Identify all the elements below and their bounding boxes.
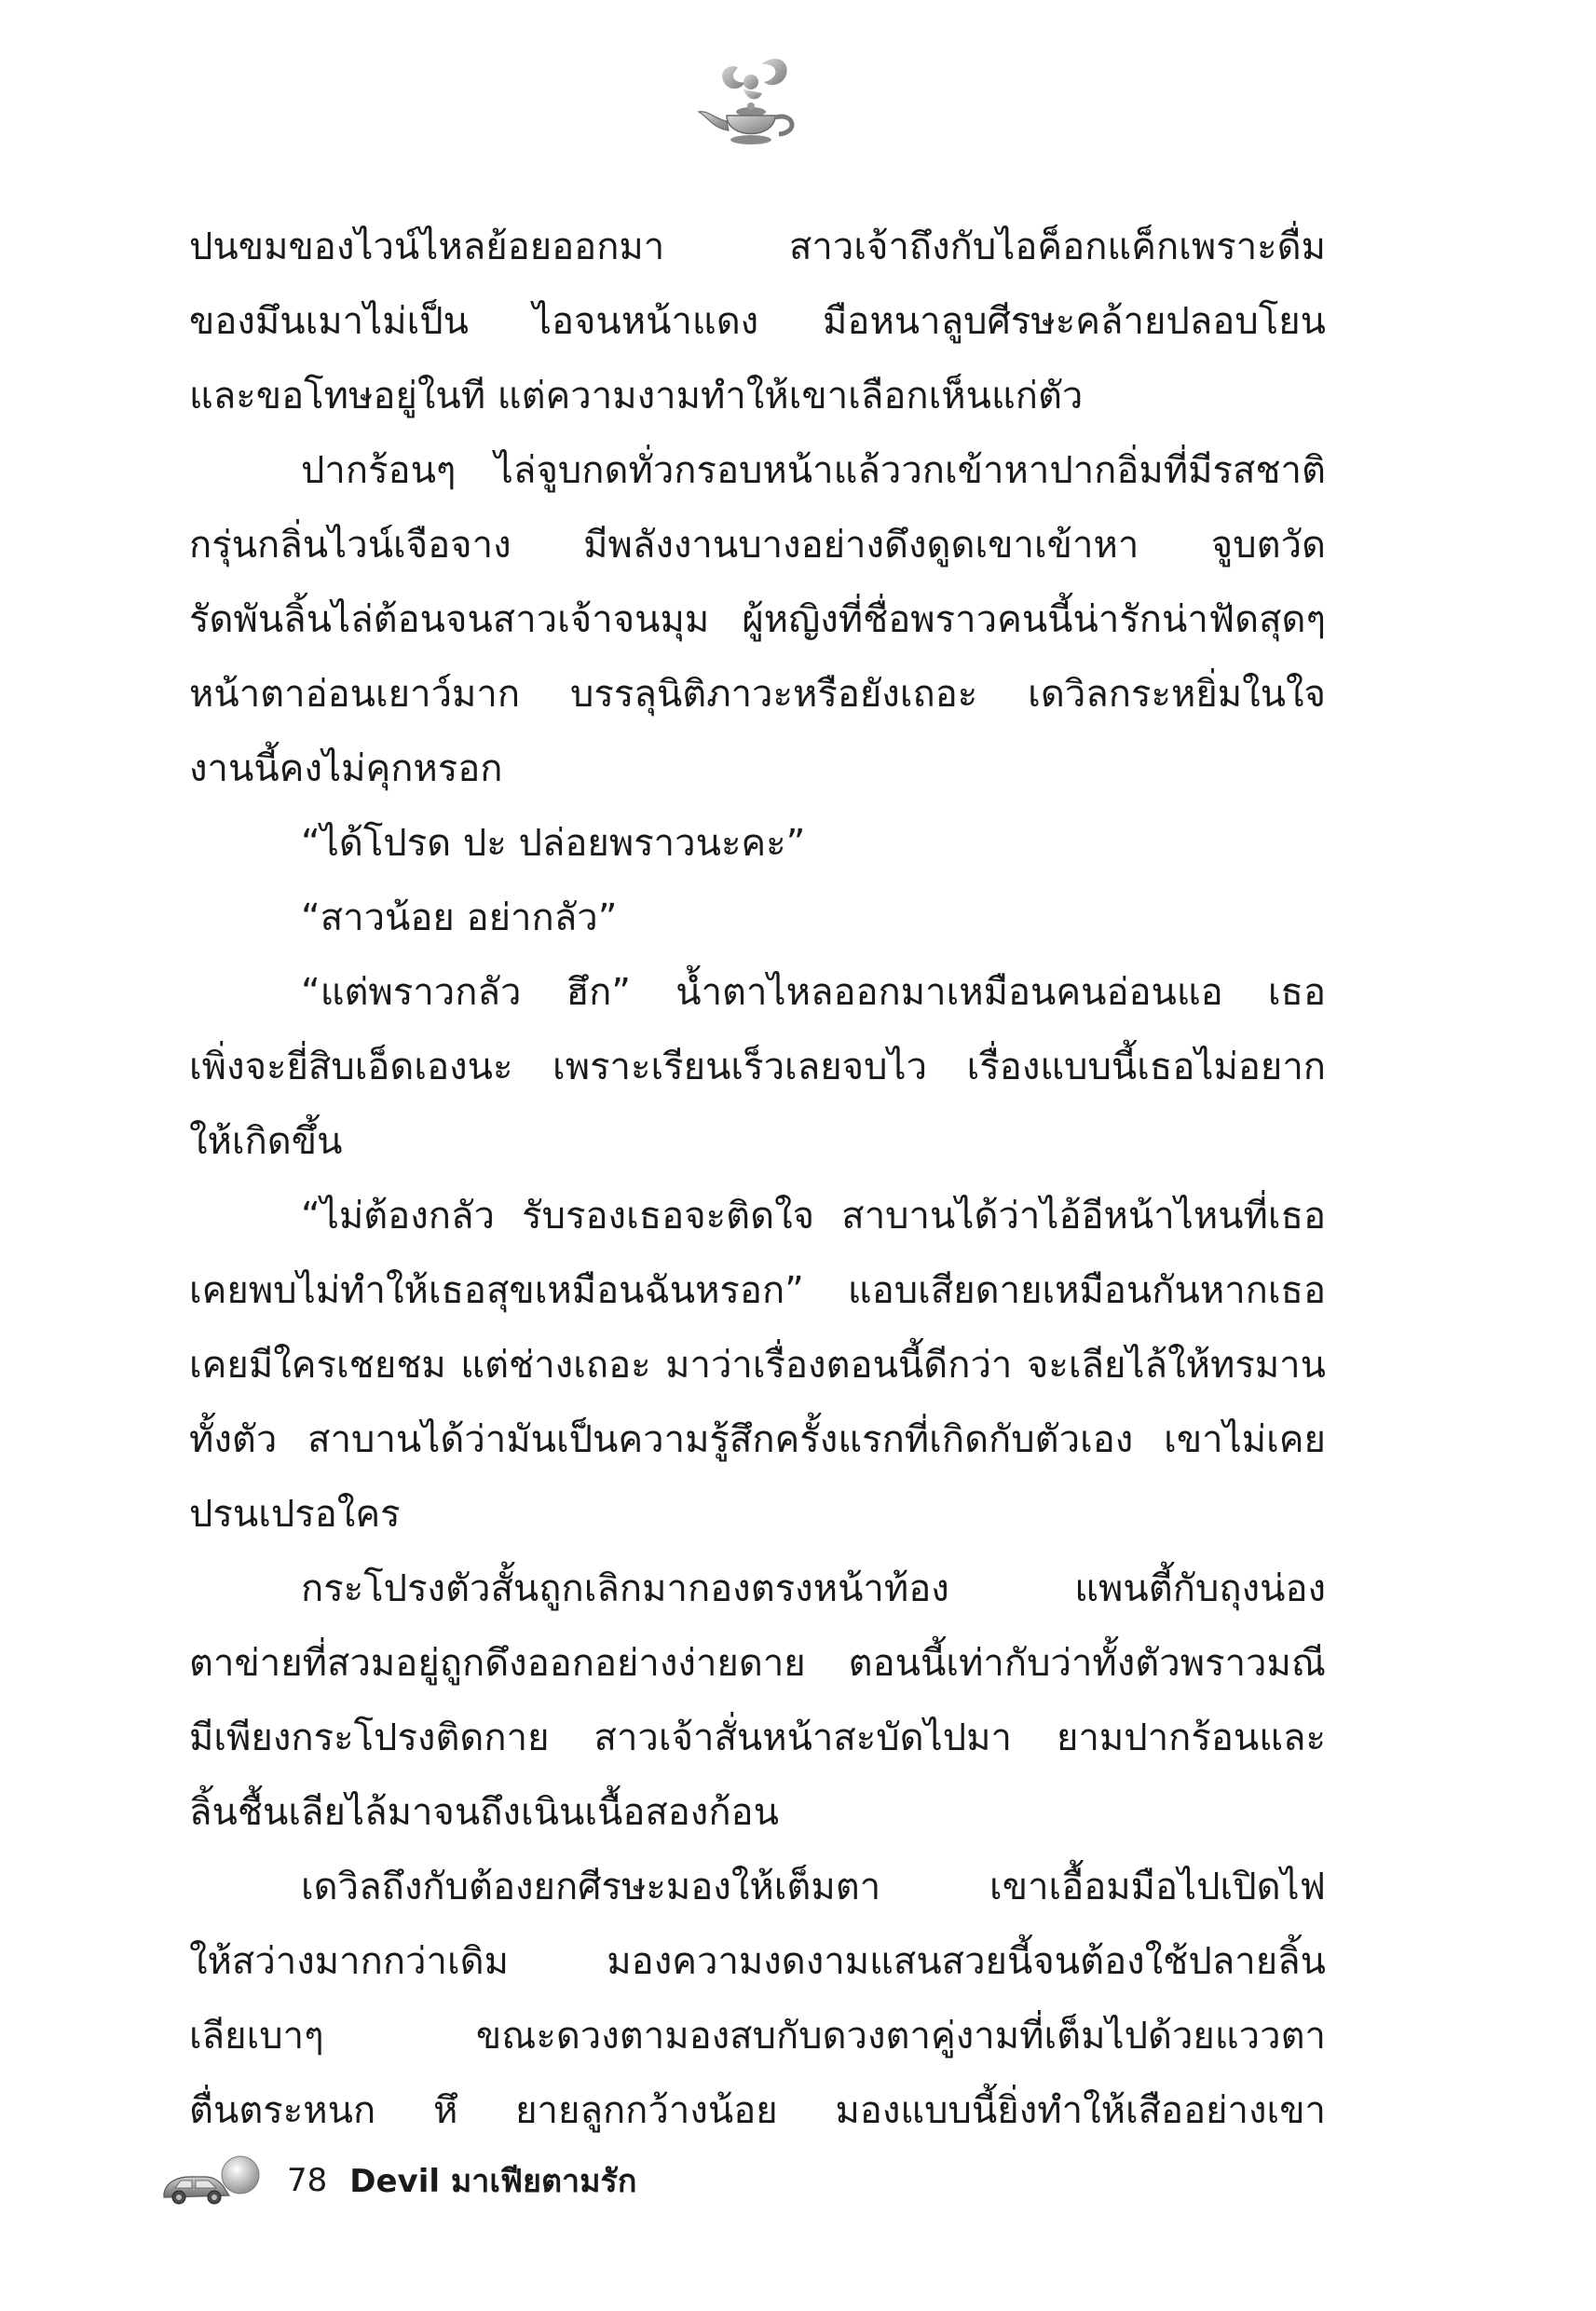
text-line: ของมึนเมาไม่เป็น ไอจนหน้าแดง มือหนาลูบศีรษะคล้ายปลอบโยน — [189, 300, 1326, 343]
text-line: กระโปรงตัวสั้นถูกเลิกมากองตรงหน้าท้อง แพนตี้กับถุงน่อง — [301, 1567, 1326, 1610]
cupid-teapot-ornament-icon — [689, 54, 820, 166]
text-line: งานนี้คงไม่คุกหรอก — [189, 747, 503, 790]
text-line: กรุ่นกลิ่นไวน์เจือจาง มีพลังงานบางอย่างดึงดูดเขาเข้าหา จูบตวัด — [189, 524, 1326, 567]
text-line: มีเพียงกระโปรงติดกาย สาวเจ้าสั่นหน้าสะบัดไปมา ยามปากร้อนและ — [189, 1716, 1326, 1759]
text-line: ตาข่ายที่สวมอยู่ถูกดึงออกอย่างง่ายดาย ตอนนี้เท่ากับว่าทั้งตัวพราวมณี — [189, 1642, 1326, 1685]
text-line: ปากร้อนๆ ไล่จูบกดทั่วกรอบหน้าแล้ววกเข้าหาปากอิ่มที่มีรสชาติ — [301, 449, 1326, 492]
text-line: ปรนเปรอใคร — [189, 1493, 401, 1536]
text-line: “ไม่ต้องกลัว รับรองเธอจะติดใจ สาบานได้ว่าไอ้อีหน้าไหนที่เธอ — [301, 1195, 1326, 1238]
text-line: ให้เกิดขึ้น — [189, 1120, 343, 1163]
text-line: “ได้โปรด ปะ ปล่อยพราวนะคะ” — [301, 822, 806, 865]
text-line: และขอโทษอยู่ในที แต่ความงามทำให้เขาเลือกเห็นแก่ตัว — [189, 375, 1084, 417]
text-line: ตื่นตระหนก หึ ยายลูกกว้างน้อย มองแบบนี้ยิ่งทำให้เสืออย่างเขา — [189, 2089, 1326, 2132]
text-line: รัดพันลิ้นไล่ต้อนจนสาวเจ้าจนมุม ผู้หญิงที่ชื่อพราวคนนี้น่ารักน่าฟัดสุดๆ — [189, 598, 1326, 641]
body-text — [189, 210, 1326, 2148]
text-line: เลียเบาๆ ขณะดวงตามองสบกับดวงตาคู่งามที่เต็มไปด้วยแววตา — [189, 2015, 1326, 2058]
text-line: เคยมีใครเชยชม แต่ช่างเถอะ มาว่าเรื่องตอนนี้ดีกว่า จะเลียไล้ให้ทรมาน — [189, 1344, 1326, 1387]
page-number: 78 — [287, 2162, 328, 2199]
book-title: Devil มาเฟียตามรัก — [349, 2163, 637, 2200]
text-line: “แต่พราวกลัว ฮึก” น้ำตาไหลออกมาเหมือนคนอ่อนแอ เธอ — [301, 971, 1326, 1014]
text-line: ทั้งตัว สาบานได้ว่ามันเป็นความรู้สึกครั้งแรกที่เกิดกับตัวเอง เขาไม่เคย — [189, 1418, 1326, 1461]
text-line: เพิ่งจะยี่สิบเอ็ดเองนะ เพราะเรียนเร็วเลยจบไว เรื่องแบบนี้เธอไม่อยาก — [189, 1046, 1326, 1088]
text-line: “สาวน้อย อย่ากลัว” — [301, 896, 618, 939]
text-line: เดวิลถึงกับต้องยกศีรษะมองให้เต็มตา เขาเอื้อมมือไปเปิดไฟ — [301, 1866, 1326, 1908]
text-line: หน้าตาอ่อนเยาว์มาก บรรลุนิติภาวะหรือยังเถอะ เดวิลกระหยิ่มในใจ — [189, 673, 1326, 716]
text-line: ลิ้นชื้นเลียไล้มาจนถึงเนินเนื้อสองก้อน — [189, 1791, 779, 1834]
text-line: ปนขมของไวน์ไหลย้อยออกมา สาวเจ้าถึงกับไอค็อกแค็กเพราะดื่ม — [189, 226, 1326, 268]
page-footer — [158, 2148, 636, 2213]
text-line: เคยพบไม่ทำให้เธอสุขเหมือนฉันหรอก” แอบเสียดายเหมือนกันหากเธอ — [189, 1269, 1326, 1312]
car-and-sphere-ornament-icon — [158, 2153, 270, 2208]
text-line: ให้สว่างมากกว่าเดิม มองความงดงามแสนสวยนี้จนต้องใช้ปลายลิ้น — [189, 1940, 1326, 1983]
